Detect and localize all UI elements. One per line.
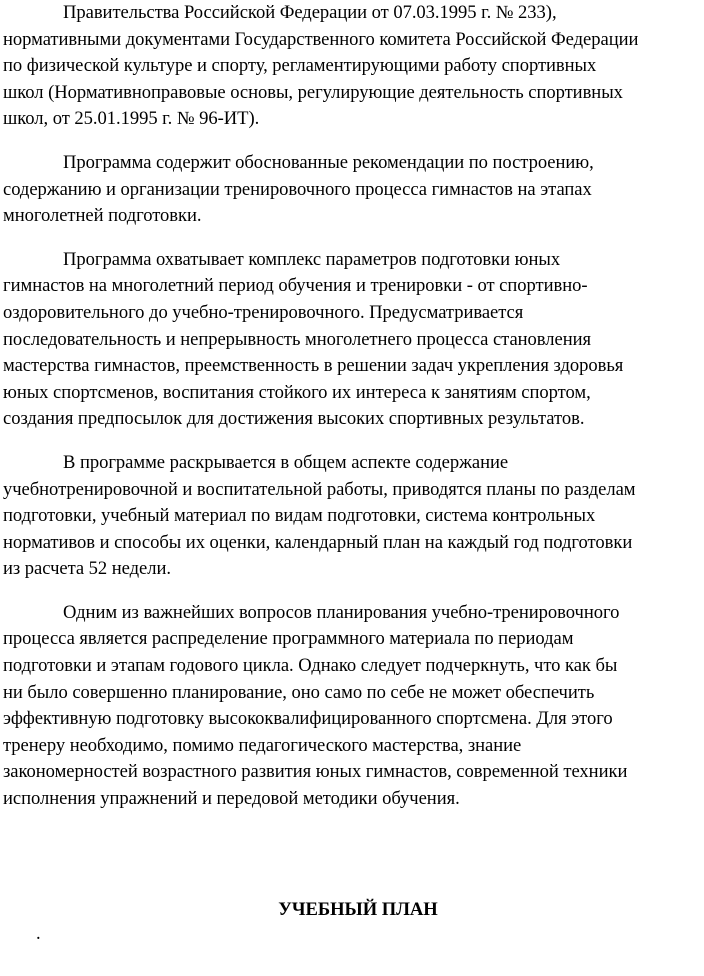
- text-line: школ, от 25.01.1995 г. № 96-ИТ).: [3, 108, 260, 130]
- section-title: УЧЕБНЫЙ ПЛАН: [278, 898, 438, 920]
- text-line: Программа содержит обоснованные рекомендации по построению,: [63, 151, 594, 173]
- paragraph-5: [3, 600, 703, 813]
- text-line: Одним из важнейших вопросов планирования учебно-тренировочного: [63, 601, 620, 623]
- text-line: исполнения упражнений и передовой методики обучения.: [3, 788, 460, 810]
- text-line: многолетней подготовки.: [3, 205, 202, 227]
- text-line: закономерностей возрастного развития юных гимнастов, современной техники: [3, 761, 628, 783]
- text-line: процесса является распределение программного материала по периодам: [3, 628, 574, 650]
- paragraph-1: [3, 0, 703, 133]
- text-line: подготовки, учебный материал по видам подготовки, система контрольных: [3, 505, 596, 527]
- document-body: [3, 0, 703, 923]
- text-line: оздоровительного до учебно-тренировочного. Предусматривается: [3, 301, 524, 323]
- text-line: последовательность и непрерывность многолетнего процесса становления: [3, 328, 592, 350]
- text-line: нормативов и способы их оценки, календарный план на каждый год подготовки: [3, 531, 633, 553]
- paragraph-2: [3, 150, 703, 230]
- bottom-mark: .: [36, 923, 41, 944]
- text-line: гимнастов на многолетний период обучения и тренировки - от спортивно-: [3, 275, 588, 297]
- text-line: ни было совершенно планирование, оно само по себе не может обеспечить: [3, 681, 595, 703]
- text-line: создания предпосылок для достижения высоких спортивных результатов.: [3, 408, 585, 430]
- text-line: учебнотренировочной и воспитательной работы, приводятся планы по разделам: [3, 478, 636, 500]
- text-line: В программе раскрывается в общем аспекте содержание: [63, 451, 509, 473]
- text-line: подготовки и этапам годового цикла. Однако следует подчеркнуть, что как бы: [3, 655, 618, 677]
- text-line: Правительства Российской Федерации от 07.03.1995 г. № 233),: [63, 2, 557, 23]
- text-line: Программа охватывает комплекс параметров подготовки юных: [63, 248, 561, 270]
- text-line: содержанию и организации тренировочного процесса гимнастов на этапах: [3, 178, 592, 200]
- paragraph-4: [3, 450, 703, 583]
- text-line: тренеру необходимо, помимо педагогического мастерства, знание: [3, 734, 522, 756]
- text-line: юных спортсменов, воспитания стойкого их интереса к занятиям спортом,: [3, 381, 591, 403]
- text-line: мастерства гимнастов, преемственность в решении задач укрепления здоровья: [3, 355, 624, 377]
- text-line: нормативными документами Государственного комитета Российской Федерации: [3, 28, 639, 50]
- paragraph-3: [3, 247, 703, 433]
- text-line: эффективную подготовку высококвалифицированного спортсмена. Для этого: [3, 708, 613, 730]
- text-line: по физической культуре и спорту, регламентирующими работу спортивных: [3, 55, 597, 77]
- text-line: из расчета 52 недели.: [3, 558, 171, 580]
- text-line: школ (Нормативноправовые основы, регулирующие деятельность спортивных: [3, 81, 623, 103]
